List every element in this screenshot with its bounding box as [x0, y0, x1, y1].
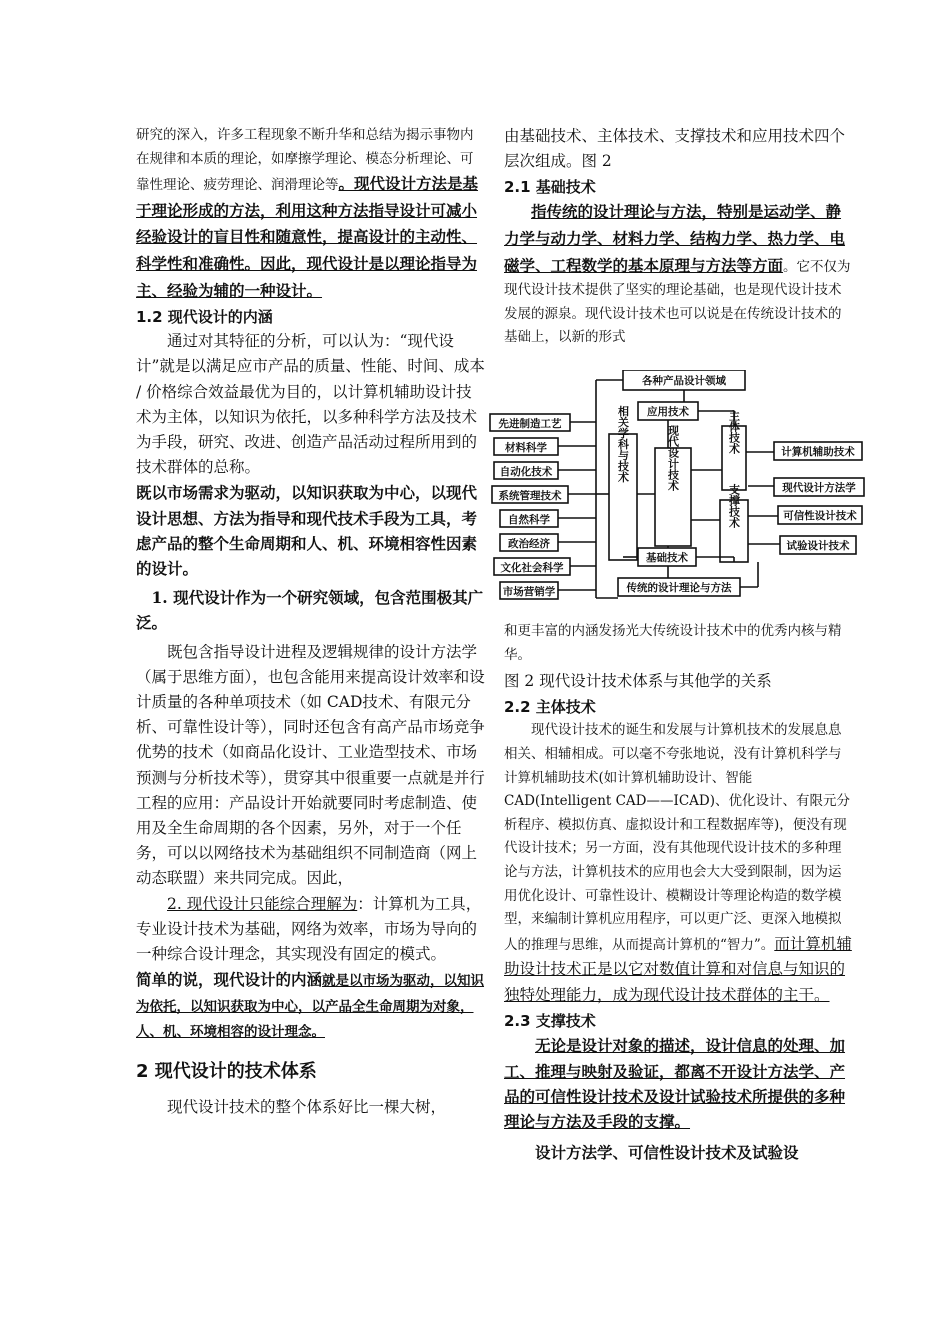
section-heading-2-1: 2.1 基础技术	[504, 178, 596, 197]
right-column	[498, 124, 857, 1166]
section-heading-2-2: 2.2 主体技术	[504, 698, 596, 717]
diagram-label: 基础技术	[646, 551, 688, 564]
left-column	[136, 124, 486, 1120]
paragraph	[136, 124, 486, 304]
paragraph: 既包含指导设计进程及逻辑规律的设计方法学（属于思维方面），也包含能用来提高设计效率和设计质量的各种单项技术（如 CAD技术、有限元分析、可靠性设计等），同时还包含有高产品市场竞争优势的技术（如商品化设计、工业造型技术、市场预测与分析技术等），贯穿其中很重要一点就是并行工程的应用：产品设计开始就要同时考虑制造、使用及全生命周期的各个因素，另外，对于一个任务，可以以网络技术为基础组织不同制造商（网上动态联盟）来共同完成。因此，	[136, 642, 485, 888]
diagram-svg	[488, 370, 868, 610]
paragraph: 和更丰富的内涵发扬光大传统设计技术中的优秀内核与精华。	[504, 622, 842, 663]
section-heading-2: 2 现代设计的技术体系	[136, 1061, 317, 1083]
diagram-label: 政治经济	[508, 537, 550, 550]
diagram-label: 材料科学	[505, 441, 547, 454]
diagram-label: 计算机辅助技术	[781, 445, 855, 458]
diagram-label: 支撑技术	[727, 483, 741, 528]
paragraph	[136, 967, 486, 1045]
section-heading-1-2: 1.2 现代设计的内涵	[136, 308, 273, 327]
paragraph: 1. 现代设计作为一个研究领域，包含范围极其广泛。	[136, 588, 484, 633]
diagram-label: 自动化技术	[499, 465, 553, 478]
paragraph-text: 。它不仅为现代设计技术提供了坚实的理论基础，也是现代设计技术发展的源泉。现代设计技术也可以说是在传统设计技术的基础上，以新的形式	[504, 258, 851, 346]
emphasized-text: 。现代设计方法是基于理论形成的方法，利用这种方法指导设计可减小经验设计的盲目性和随意性，提高设计的主动性、科学性和准确性。因此，现代设计是以理论指导为主、经验为辅的一种设计。	[136, 174, 479, 300]
diagram-label: 各种产品设计领域	[642, 374, 726, 387]
emphasized-paragraph: 无论是设计对象的描述，设计信息的处理、加工、推理与映射及验证，都离不开设计方法学、产品的可信性设计技术及设计试验技术所提供的多种理论与方法及手段的支撑。	[504, 1036, 846, 1132]
diagram-label: 试验设计技术	[786, 539, 850, 552]
paragraph	[504, 719, 854, 1008]
underlined-emphasized-text: 就是以市场为驱动，以知识为依托，以知识获取为中心，以产品全生命周期为对象，人、机、环境相容的设计理念。	[136, 973, 485, 1041]
underlined-text: 2. 现代设计只能综合理解为	[167, 894, 358, 913]
diagram-label: 传统的设计理论与方法	[626, 581, 732, 594]
paragraph-text: 研究的深入，许多工程现象不断升华和总结为揭示事物内在规律和本质的理论，如摩擦学理论、模态分析理论、可靠性理论、疲劳理论、润滑理论等	[136, 127, 474, 194]
diagram-label: 文化社会科学	[500, 561, 564, 574]
underlined-emphasized-text: 指传统的设计理论与方法，特别是运动学、静力学与动力学、材料力学、结构力学、热力学、电磁学、工程数学的基本原理与方法等方面	[504, 202, 846, 275]
paragraph: 通过对其特征的分析，可以认为：“现代设计”就是以满足应市产品的质量、性能、时间、成本 / 价格综合效益最优为目的，以计算机辅助设计技术为主体，以知识为依托，以多种科学方法及技术为手段，研究、改进、创造产品活动过程所用到的技术群体的总称。	[136, 332, 485, 477]
emphasized-paragraph: 设计方法学、可信性设计技术及试验设	[535, 1143, 799, 1163]
emphasized-paragraph: 既以市场需求为驱动，以知识获取为中心，以现代设计思想、方法为指导和现代技术手段为工具，考虑产品的整个生命周期和人、机、环境相容性因素的设计。	[136, 483, 478, 578]
paragraph: 由基础技术、主体技术、支撑技术和应用技术四个层次组成。图 2	[504, 127, 846, 171]
diagram-label: 市场营销学	[502, 585, 556, 598]
diagram-label: 主体技术	[727, 409, 741, 454]
paragraph	[504, 199, 854, 350]
paragraph	[136, 892, 486, 968]
underlined-text: 而计算机辅助设计技术正是以它对数值计算和对信息与知识的独特处理能力，成为现代设计技术群体的主干。	[504, 934, 852, 1004]
diagram-label: 现代设计方法学	[782, 481, 856, 494]
paragraph-text: ：计算机为工具，专业设计技术为基础，网络为效率，市场为导向的一种综合设计理念，其实现没有固定的模式。	[136, 894, 482, 964]
diagram-label: 可信性设计技术	[783, 509, 857, 522]
diagram-label: 现代设计技术	[666, 424, 680, 491]
diagram-label: 先进制造工艺	[498, 417, 562, 430]
section-heading-2-3: 2.3 支撑技术	[504, 1012, 596, 1031]
paragraph-text: 现代设计技术的诞生和发展与计算机技术的发展息息相关、相辅相成。可以毫不夸张地说，没有计算机科学与计算机辅助技术(如计算机辅助设计、智能CAD(Intelligent CAD——ICAD)、优化设计、有限元分析程序、模拟仿真、虚拟设计和工程数据库等)，便没有现代设计技术；另一方面，没有其他现代设计技术的多种理论与方法，计算机技术的应用也会大大受到限制，因为运用优化设计、可靠性设计、模糊设计等理论构造的数学模型，来编制计算机应用程序，可以更广泛、更深入地模拟人的推理与思维，从而提高计算机的“智力”。	[504, 722, 851, 953]
emphasized-text: 简单的说，现代设计的内涵	[136, 970, 323, 990]
diagram-label: 应用技术	[647, 405, 689, 418]
figure-caption: 图 2 现代设计技术体系与其他学的关系	[504, 672, 772, 691]
diagram-label: 自然科学	[508, 513, 550, 526]
figure-2-diagram	[488, 370, 868, 610]
diagram-label: 系统管理技术	[498, 489, 562, 502]
diagram-label: 相关学科与技术	[616, 405, 630, 483]
paragraph: 现代设计技术的整个体系好比一棵大树，	[167, 1098, 447, 1117]
